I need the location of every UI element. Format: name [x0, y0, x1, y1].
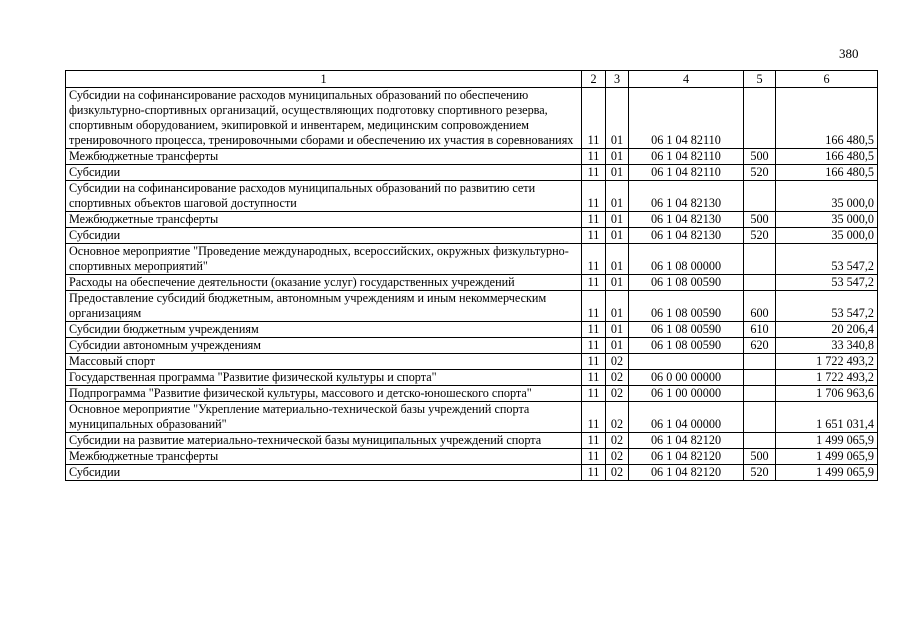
amount-cell: 35 000,0	[776, 212, 878, 228]
subsection-cell: 02	[606, 465, 629, 481]
expense-type-cell: 500	[744, 449, 776, 465]
amount-cell: 35 000,0	[776, 228, 878, 244]
table-body	[66, 88, 878, 481]
section-cell: 11	[582, 402, 606, 433]
subsection-cell: 01	[606, 181, 629, 212]
subsection-cell: 02	[606, 370, 629, 386]
expense-type-cell	[744, 386, 776, 402]
subsection-cell: 01	[606, 212, 629, 228]
section-cell: 11	[582, 275, 606, 291]
amount-cell: 1 651 031,4	[776, 402, 878, 433]
table-row	[66, 181, 878, 212]
table-row	[66, 465, 878, 481]
expense-type-cell: 600	[744, 291, 776, 322]
expense-type-cell	[744, 354, 776, 370]
expense-type-cell	[744, 244, 776, 275]
page-number: 380	[839, 46, 859, 61]
amount-cell: 35 000,0	[776, 181, 878, 212]
target-article-cell: 06 1 08 00590	[629, 322, 744, 338]
table-row	[66, 322, 878, 338]
amount-cell: 33 340,8	[776, 338, 878, 354]
section-cell: 11	[582, 149, 606, 165]
target-article-cell: 06 1 08 00590	[629, 338, 744, 354]
item-name-cell: Основное мероприятие "Проведение международных, всероссийских, окружных физкультурно-спортивных мероприятий"	[66, 244, 582, 275]
amount-cell: 166 480,5	[776, 149, 878, 165]
header-col-5: 5	[744, 71, 776, 88]
item-name-cell: Субсидии автономным учреждениям	[66, 338, 582, 354]
table-row	[66, 386, 878, 402]
subsection-cell: 01	[606, 228, 629, 244]
item-name-cell: Субсидии	[66, 228, 582, 244]
section-cell: 11	[582, 465, 606, 481]
expense-type-cell: 520	[744, 165, 776, 181]
target-article-cell: 06 1 04 82120	[629, 449, 744, 465]
table-row	[66, 338, 878, 354]
table-row	[66, 228, 878, 244]
amount-cell: 20 206,4	[776, 322, 878, 338]
amount-cell: 53 547,2	[776, 275, 878, 291]
amount-cell: 53 547,2	[776, 291, 878, 322]
target-article-cell: 06 1 04 82130	[629, 228, 744, 244]
subsection-cell: 02	[606, 433, 629, 449]
item-name-cell: Межбюджетные трансферты	[66, 212, 582, 228]
item-name-cell: Субсидии на софинансирование расходов муниципальных образований по обеспечению физкультурно-спортивных организаций, осуществляющих подготовку спортивного резерва, спортивным оборудованием, экипировкой и инвентарем, медицинским сопровождением тренировочного процесса, тренировочными сборами и обеспечению их участия в соревнованиях	[66, 88, 582, 149]
expense-type-cell: 520	[744, 228, 776, 244]
section-cell: 11	[582, 322, 606, 338]
table-row	[66, 275, 878, 291]
table-row	[66, 433, 878, 449]
item-name-cell: Расходы на обеспечение деятельности (оказание услуг) государственных учреждений	[66, 275, 582, 291]
subsection-cell: 01	[606, 244, 629, 275]
table-row	[66, 149, 878, 165]
expense-type-cell	[744, 402, 776, 433]
item-name-cell: Межбюджетные трансферты	[66, 449, 582, 465]
target-article-cell: 06 1 08 00590	[629, 291, 744, 322]
target-article-cell: 06 1 00 00000	[629, 386, 744, 402]
expense-type-cell	[744, 370, 776, 386]
target-article-cell: 06 1 08 00590	[629, 275, 744, 291]
table-row	[66, 449, 878, 465]
subsection-cell: 01	[606, 338, 629, 354]
subsection-cell: 01	[606, 291, 629, 322]
section-cell: 11	[582, 433, 606, 449]
target-article-cell: 06 1 04 82110	[629, 88, 744, 149]
subsection-cell: 02	[606, 354, 629, 370]
section-cell: 11	[582, 354, 606, 370]
table-row	[66, 402, 878, 433]
target-article-cell: 06 1 04 82110	[629, 165, 744, 181]
table-row	[66, 370, 878, 386]
amount-cell: 1 722 493,2	[776, 370, 878, 386]
table-row	[66, 212, 878, 228]
target-article-cell: 06 1 04 82120	[629, 433, 744, 449]
item-name-cell: Субсидии	[66, 165, 582, 181]
amount-cell: 1 722 493,2	[776, 354, 878, 370]
item-name-cell: Предоставление субсидий бюджетным, автономным учреждениям и иным некоммерческим организациям	[66, 291, 582, 322]
header-row	[66, 71, 878, 88]
table-row	[66, 88, 878, 149]
item-name-cell: Массовый спорт	[66, 354, 582, 370]
target-article-cell: 06 0 00 00000	[629, 370, 744, 386]
section-cell: 11	[582, 228, 606, 244]
target-article-cell	[629, 354, 744, 370]
budget-table	[65, 70, 878, 481]
table-row	[66, 354, 878, 370]
amount-cell: 166 480,5	[776, 88, 878, 149]
subsection-cell: 01	[606, 88, 629, 149]
target-article-cell: 06 1 04 82130	[629, 181, 744, 212]
subsection-cell: 02	[606, 449, 629, 465]
item-name-cell: Субсидии на софинансирование расходов муниципальных образований по развитию сети спортивных объектов шаговой доступности	[66, 181, 582, 212]
section-cell: 11	[582, 449, 606, 465]
header-col-4: 4	[629, 71, 744, 88]
item-name-cell: Основное мероприятие "Укрепление материально-технической базы учреждений спорта муниципальных образований"	[66, 402, 582, 433]
amount-cell: 53 547,2	[776, 244, 878, 275]
section-cell: 11	[582, 181, 606, 212]
amount-cell: 1 499 065,9	[776, 449, 878, 465]
section-cell: 11	[582, 338, 606, 354]
expense-type-cell: 500	[744, 212, 776, 228]
expense-type-cell	[744, 433, 776, 449]
item-name-cell: Подпрограмма "Развитие физической культуры, массового и детско-юношеского спорта"	[66, 386, 582, 402]
amount-cell: 1 499 065,9	[776, 465, 878, 481]
subsection-cell: 01	[606, 275, 629, 291]
header-col-1: 1	[66, 71, 582, 88]
table-row	[66, 291, 878, 322]
section-cell: 11	[582, 165, 606, 181]
target-article-cell: 06 1 04 00000	[629, 402, 744, 433]
item-name-cell: Субсидии	[66, 465, 582, 481]
target-article-cell: 06 1 04 82110	[629, 149, 744, 165]
subsection-cell: 01	[606, 165, 629, 181]
target-article-cell: 06 1 04 82130	[629, 212, 744, 228]
expense-type-cell: 610	[744, 322, 776, 338]
expense-type-cell	[744, 275, 776, 291]
item-name-cell: Субсидии на развитие материально-технической базы муниципальных учреждений спорта	[66, 433, 582, 449]
item-name-cell: Межбюджетные трансферты	[66, 149, 582, 165]
subsection-cell: 01	[606, 322, 629, 338]
expense-type-cell: 500	[744, 149, 776, 165]
subsection-cell: 01	[606, 149, 629, 165]
section-cell: 11	[582, 212, 606, 228]
table-row	[66, 165, 878, 181]
item-name-cell: Государственная программа "Развитие физической культуры и спорта"	[66, 370, 582, 386]
subsection-cell: 02	[606, 386, 629, 402]
header-col-6: 6	[776, 71, 878, 88]
expense-type-cell: 520	[744, 465, 776, 481]
expense-type-cell	[744, 88, 776, 149]
amount-cell: 166 480,5	[776, 165, 878, 181]
section-cell: 11	[582, 370, 606, 386]
table-row	[66, 244, 878, 275]
subsection-cell: 02	[606, 402, 629, 433]
target-article-cell: 06 1 08 00000	[629, 244, 744, 275]
section-cell: 11	[582, 244, 606, 275]
item-name-cell: Субсидии бюджетным учреждениям	[66, 322, 582, 338]
header-col-3: 3	[606, 71, 629, 88]
amount-cell: 1 499 065,9	[776, 433, 878, 449]
expense-type-cell	[744, 181, 776, 212]
section-cell: 11	[582, 88, 606, 149]
section-cell: 11	[582, 291, 606, 322]
header-col-2: 2	[582, 71, 606, 88]
amount-cell: 1 706 963,6	[776, 386, 878, 402]
target-article-cell: 06 1 04 82120	[629, 465, 744, 481]
expense-type-cell: 620	[744, 338, 776, 354]
section-cell: 11	[582, 386, 606, 402]
